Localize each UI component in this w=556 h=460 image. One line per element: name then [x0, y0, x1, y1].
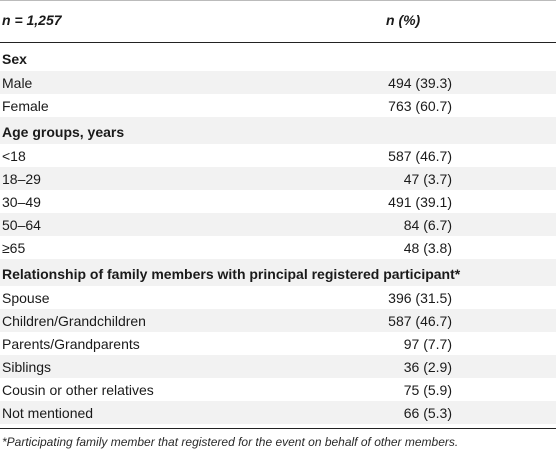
table-row	[0, 378, 556, 401]
row-value: 491 (39.1)	[388, 194, 452, 210]
table-row	[0, 167, 556, 190]
table-row	[0, 236, 556, 259]
header-n-percent-text: n (%)	[386, 12, 421, 28]
row-value: 75 (5.9)	[403, 382, 452, 398]
bottom-rule	[0, 428, 556, 429]
table-row	[0, 144, 556, 167]
section-title: Sex	[2, 51, 27, 67]
row-label: 18–29	[2, 171, 41, 187]
row-label: Children/Grandchildren	[2, 313, 146, 329]
row-label: Not mentioned	[2, 405, 94, 421]
row-label: Parents/Grandparents	[2, 336, 140, 352]
row-label: Cousin or other relatives	[2, 382, 154, 398]
row-label: <18	[2, 148, 26, 164]
header-total-n	[2, 12, 62, 28]
row-value: 36 (2.9)	[403, 359, 452, 375]
section-header-age-groups	[0, 117, 556, 144]
table-row	[0, 355, 556, 378]
row-value: 84 (6.7)	[403, 217, 452, 233]
table-row	[0, 332, 556, 355]
row-value: 97 (7.7)	[403, 336, 452, 352]
table-row	[0, 213, 556, 236]
table-header	[0, 0, 556, 43]
header-n-percent	[386, 12, 420, 28]
table-row	[0, 286, 556, 309]
row-value: 396 (31.5)	[388, 290, 452, 306]
row-value: 587 (46.7)	[388, 313, 452, 329]
table-body	[0, 44, 556, 424]
section-title: Relationship of family members with principal registered participant*	[2, 266, 461, 282]
row-label: ≥65	[2, 240, 26, 256]
section-header-sex	[0, 44, 556, 71]
table-row	[0, 401, 556, 424]
table-row	[0, 309, 556, 332]
row-value: 587 (46.7)	[388, 148, 452, 164]
row-label: 30–49	[2, 194, 41, 210]
row-label: Female	[2, 98, 49, 114]
row-label: Spouse	[2, 290, 50, 306]
row-label: Siblings	[2, 359, 52, 375]
row-label: Male	[2, 75, 33, 91]
header-total-n-text: n = 1,257	[2, 12, 62, 28]
section-title: Age groups, years	[2, 124, 125, 140]
row-value: 763 (60.7)	[388, 98, 452, 114]
table-footnote: *Participating family member that registered for the event on behalf of other members.	[2, 435, 459, 449]
section-header-relationship	[0, 259, 556, 286]
row-value: 494 (39.3)	[388, 75, 452, 91]
row-value: 47 (3.7)	[403, 171, 452, 187]
table-row	[0, 71, 556, 94]
table-row	[0, 94, 556, 117]
row-value: 48 (3.8)	[403, 240, 452, 256]
row-label: 50–64	[2, 217, 41, 233]
table-row	[0, 190, 556, 213]
row-value: 66 (5.3)	[403, 405, 452, 421]
top-rule	[0, 0, 556, 1]
